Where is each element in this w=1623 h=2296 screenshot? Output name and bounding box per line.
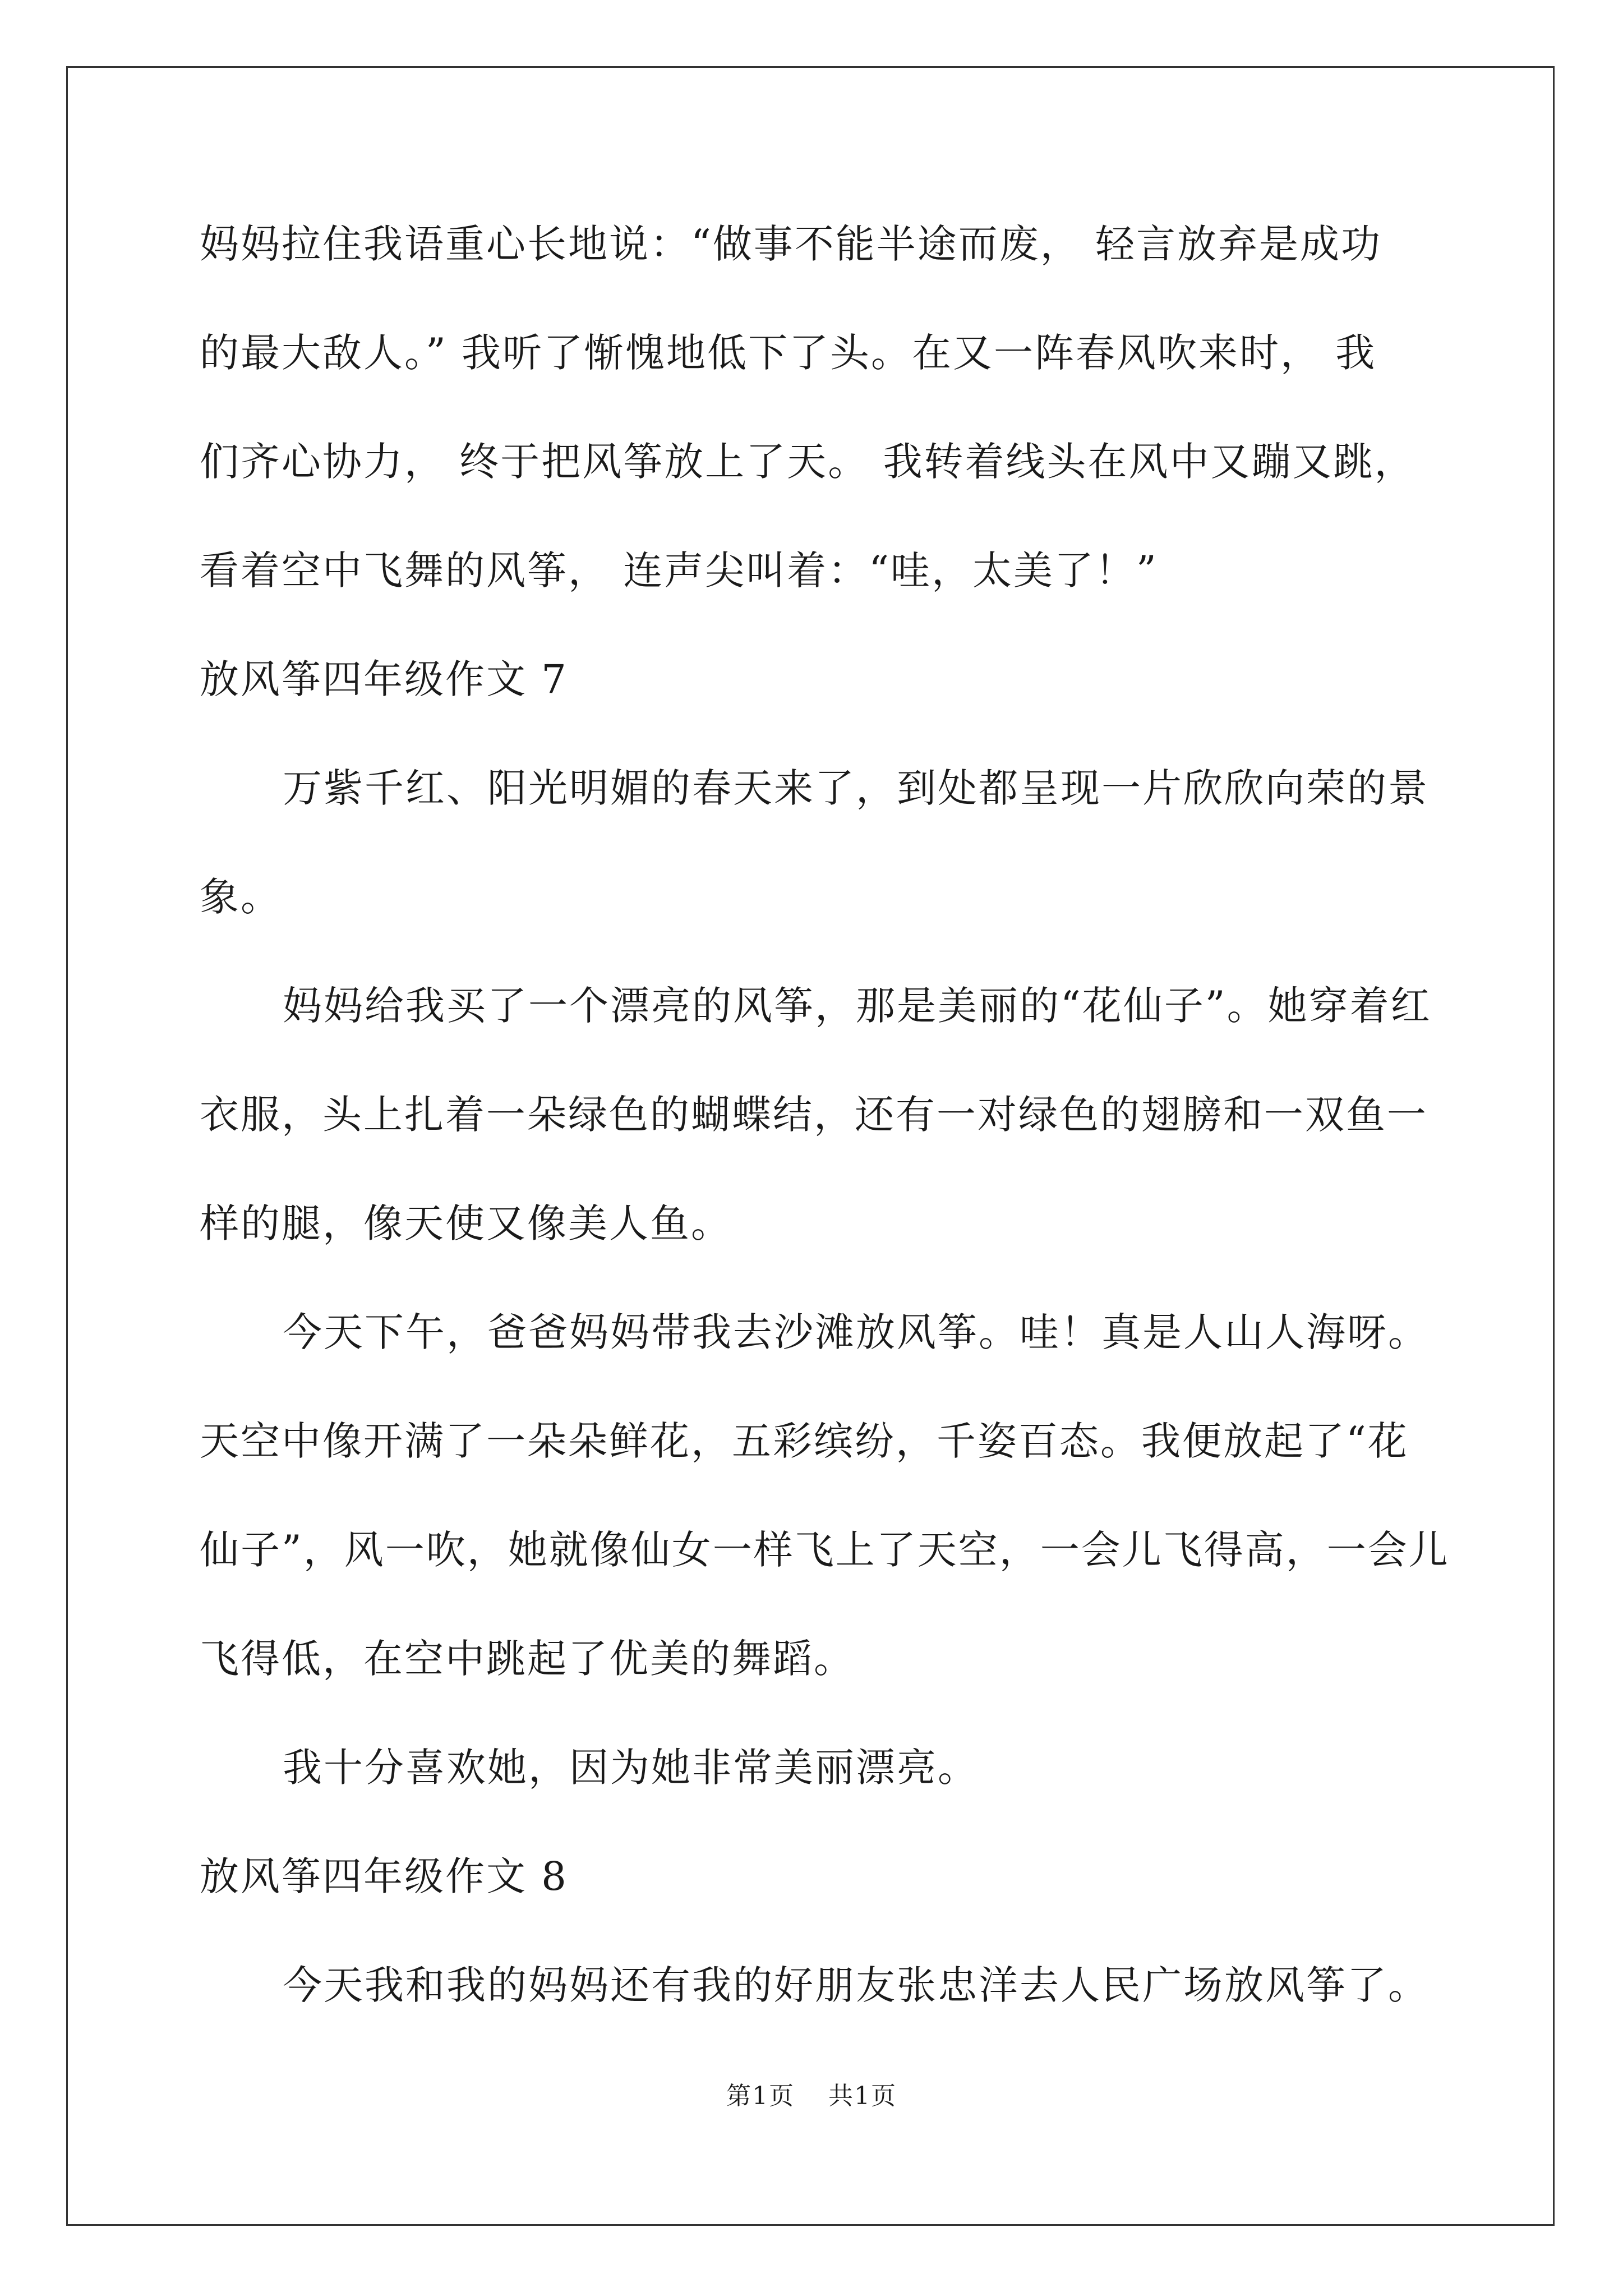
paragraph-start: 我十分喜欢她，因为她非常美丽漂亮。	[283, 1745, 979, 1791]
paragraph-start: 今天我和我的妈妈还有我的好朋友张忠洋去人民广场放风筝了。	[283, 1962, 1429, 2008]
section-heading: 放风筝四年级作文 8	[200, 1853, 568, 1899]
text-line: 看着空中飞舞的风筝， 连声尖叫着：“哇，太美了！”	[200, 547, 1158, 593]
paragraph-start: 万紫千红、阳光明媚的春天来了，到处都呈现一片欣欣向荣的景	[283, 765, 1429, 811]
text-line: 仙子”，风一吹，她就像仙女一样飞上了天空，一会儿飞得高，一会儿	[200, 1527, 1450, 1573]
text-line: 们齐心协力， 终于把风筝放上了天。 我转着线头在风中又蹦又跳，	[200, 439, 1415, 485]
page-footer	[0, 2076, 1623, 2111]
paragraph-start: 妈妈给我买了一个漂亮的风筝，那是美丽的“花仙子”。她穿着红	[283, 983, 1432, 1029]
page-number: 第1页	[726, 2082, 795, 2110]
text-line: 衣服，头上扎着一朵绿色的蝴蝶结，还有一对绿色的翅膀和一双鱼一	[200, 1092, 1428, 1138]
document-body	[200, 202, 1450, 2052]
page-total: 共1页	[828, 2082, 897, 2110]
section-heading: 放风筝四年级作文 7	[200, 656, 568, 702]
text-line: 天空中像开满了一朵朵鲜花，五彩缤纷，千姿百态。我便放起了“花	[200, 1418, 1409, 1464]
text-line: 妈妈拉住我语重心长地说：“做事不能半途而废， 轻言放弃是成功	[200, 221, 1382, 267]
paragraph-start: 今天下午，爸爸妈妈带我去沙滩放风筝。哇！真是人山人海呀。	[283, 1309, 1429, 1355]
text-line: 象。	[200, 874, 282, 920]
text-line: 的最大敌人。” 我听了惭愧地低下了头。在又一阵春风吹来时， 我	[200, 330, 1377, 376]
text-line: 飞得低，在空中跳起了优美的舞蹈。	[200, 1636, 855, 1682]
text-line: 样的腿，像天使又像美人鱼。	[200, 1200, 732, 1246]
